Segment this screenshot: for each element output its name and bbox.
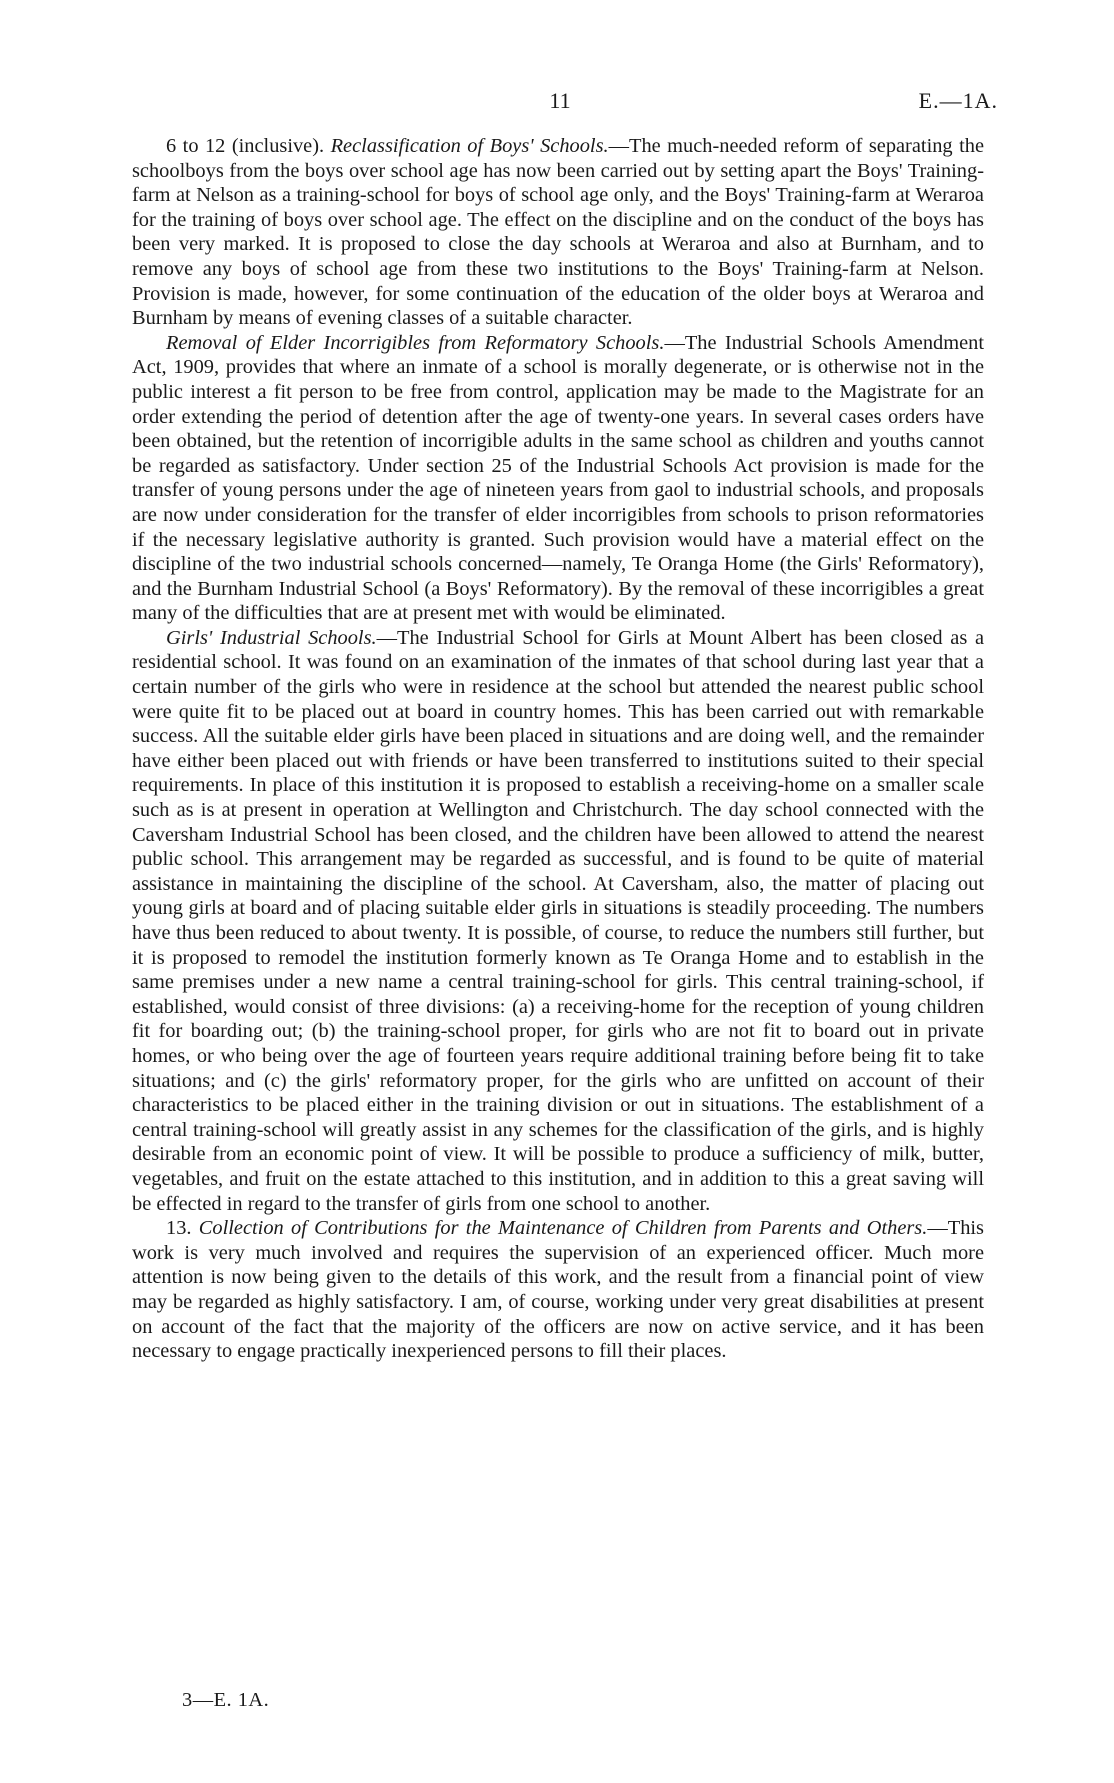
page-signature: 3—E. 1A.	[182, 1689, 270, 1711]
document-reference: E.—1A.	[918, 88, 998, 113]
paragraph-collection-contributions	[132, 1216, 984, 1364]
paragraph-text: —The much-needed reform of separating the schoolboys from the boys over school age has now been carried out by setting apart the Boys' Training-farm at Nelson as a training-school for boys of school age only, and the Boys' Training-farm at Weraroa for the training of boys over school age. The effect on the discipline and on the conduct of the boys has been very marked. It is proposed to close the day schools at Weraroa and also at Burnham, and to remove any boys of school age from these two institutions to the Boys' Training-farm at Nelson. Provision is made, however, for some continuation of the education of the older boys at Weraroa and Burnham by means of evening classes of a suitable character.	[132, 135, 984, 330]
paragraph-lead: 6 to 12 (inclusive).	[166, 135, 331, 157]
body-text	[132, 134, 984, 1364]
paragraph-text: —This work is very much involved and requires the supervision of an experienced officer. Much more attention is now being given to the details of this work, and the result from a financial point of view may be regarded as highly satisfactory. I am, of course, working under very great disabilities at present on account of the fact that the majority of the officers are now on active service, and it has been necessary to engage practically inexperienced persons to fill their places.	[132, 1217, 984, 1363]
paragraph-text: —The Industrial Schools Amendment Act, 1909, provides that where an inmate of a school is morally degenerate, or is otherwise not in the public interest a fit person to be free from control, application may be made to the Magistrate for an order extending the period of detention after the age of twenty-one years. In several cases orders have been obtained, but the retention of incorrigible adults in the same school as children and youths cannot be regarded as satisfactory. Under section 25 of the Industrial Schools Act provision is made for the transfer of young persons under the age of nineteen years from gaol to industrial schools, and proposals are now under consideration for the transfer of elder incorrigibles from schools to prison reformatories if the necessary legislative authority is granted. Such provision would have a material effect on the discipline of the two industrial schools concerned—namely, Te Oranga Home (the Girls' Reformatory), and the Burnham Industrial School (a Boys' Reformatory). By the removal of these incorrigibles a great many of the difficulties that are at present met with would be eliminated.	[132, 331, 984, 625]
section-heading-collection-contributions: Collection of Contributions for the Maintenance of Children from Parents and Others.	[198, 1217, 928, 1240]
paragraph-removal-incorrigibles	[132, 331, 984, 626]
paragraph-text: —The Industrial School for Girls at Mount Albert has been closed as a residential school. It was found on an examination of the inmates of that school during last year that a certain number of the girls who were in residence at the school but attended the nearest public school were quite fit to be placed out at board in country homes. This has been carried out with remarkable success. All the suitable elder girls have been placed in situations and are doing well, and the remainder have either been placed out with friends or have been transferred to institutions suited to their special requirements. In place of this institution it is proposed to establish a receiving-home on a smaller scale such as is at present in operation at Wellington and Christchurch. The day school connected with the Caversham Industrial School has been closed, and the children have been allowed to attend the nearest public school. This arrangement may be regarded as successful, and is found to be quite of material assistance in maintaining the discipline of the school. At Caversham, also, the matter of placing out young girls at board and of placing suitable elder girls in situations is steadily proceeding. The numbers have thus been reduced to about twenty. It is possible, of course, to reduce the numbers still further, but it is proposed to remodel the institution formerly known as Te Oranga Home and to establish in the same premises under a new name a central training-school for girls. This central training-school, if established, would consist of three divisions: (a) a receiving-home for the reception of young children fit for boarding out; (b) the training-school proper, for girls who are not fit to board out in private homes, or who being over the age of fourteen years require additional training before being fit to take situations; and (c) the girls' reformatory proper, for the girls who are unfitted on account of their characteristics to be placed either in the training division or out in situations. The establishment of a central training-school will greatly assist in any schemes for the classification of the girls, and is highly desirable from an economic point of view. It will be possible to produce a sufficiency of milk, butter, vegetables, and fruit on the estate attached to this institution, and in addition to this a great saving will be effected in regard to the transfer of girls from one school to another.	[132, 626, 984, 1215]
paragraph-girls-industrial-schools	[132, 626, 984, 1216]
page-number: 11	[549, 88, 571, 113]
section-heading-reclassification: Reclassification of Boys' Schools.	[330, 135, 609, 157]
section-heading-girls-industrial-schools: Girls' Industrial Schools.	[166, 626, 377, 649]
section-heading-removal-incorrigibles: Removal of Elder Incorrigibles from Reformatory Schools.	[166, 331, 665, 354]
paragraph-lead: 13.	[166, 1217, 199, 1240]
paragraph-reclassification	[132, 134, 984, 331]
